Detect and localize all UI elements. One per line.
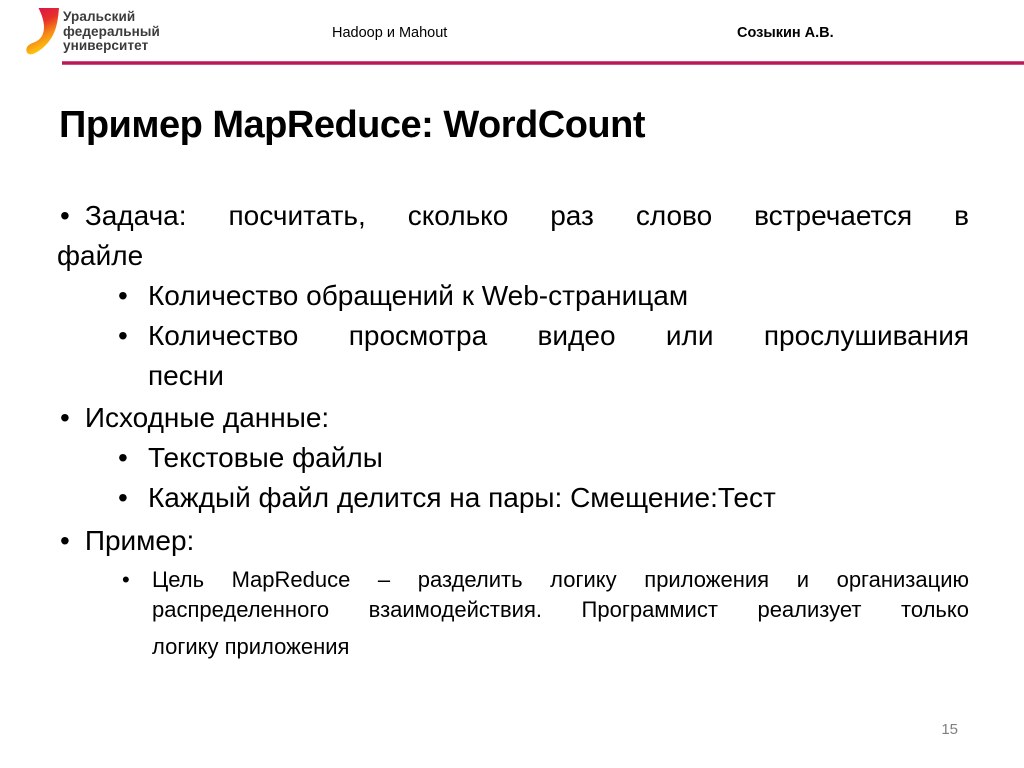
bullet-list (57, 196, 969, 662)
logo-wordmark (63, 10, 160, 54)
header-divider (62, 61, 1024, 65)
logo-line-2: федеральный (63, 23, 160, 39)
bullet-item-video-views (57, 316, 969, 396)
bullet-item-source-data (57, 398, 969, 438)
bullet-text: Количество обращений к Web-страницам (148, 280, 689, 311)
bullet-item-text-files (57, 438, 969, 478)
bullet-text: Каждый файл делится на пары: Смещение:Тест (148, 482, 776, 513)
bullet-line: Количество просмотра видео или прослушивания (148, 320, 969, 351)
bullet-text-wrap: логику приложения (152, 634, 350, 659)
page-number: 15 (941, 721, 958, 738)
bullet-marker: • (118, 482, 128, 513)
urfu-logo-icon (23, 7, 60, 57)
bullet-marker: • (118, 442, 128, 473)
logo-line-1: Уральский (63, 9, 136, 24)
bullet-text: Пример: (84, 525, 195, 556)
bullet-marker: • (60, 200, 70, 231)
bullet-line (57, 196, 969, 236)
header-author: Созыкин А.В. (737, 25, 834, 41)
bullet-item-mapreduce-goal (57, 565, 969, 662)
bullet-item-example (57, 521, 969, 561)
bullet-item-task (57, 196, 969, 276)
header-course-title: Hadoop и Mahout (332, 25, 448, 41)
bullet-line: Цель MapReduce – разделить логику приложения и организацию (152, 567, 969, 592)
bullet-marker: • (122, 567, 130, 592)
bullet-item-web-requests (57, 276, 969, 316)
slide-title: Пример MapReduce: WordCount (59, 104, 646, 146)
bullet-marker: • (60, 402, 70, 433)
bullet-text: Исходные данные: (84, 402, 330, 433)
logo-line-3: университет (63, 38, 149, 53)
bullet-text: Задача: посчитать, сколько раз слово встречается в (84, 200, 969, 231)
bullet-marker: • (118, 280, 128, 311)
bullet-text-wrap: песни (148, 360, 224, 391)
bullet-text: Текстовые файлы (148, 442, 383, 473)
bullet-item-file-pairs (57, 478, 969, 518)
bullet-text-wrap: файле (57, 240, 144, 271)
bullet-line: распределенного взаимодействия. Программист реализует только (152, 597, 969, 622)
bullet-marker: • (118, 320, 128, 351)
bullet-marker: • (60, 525, 70, 556)
